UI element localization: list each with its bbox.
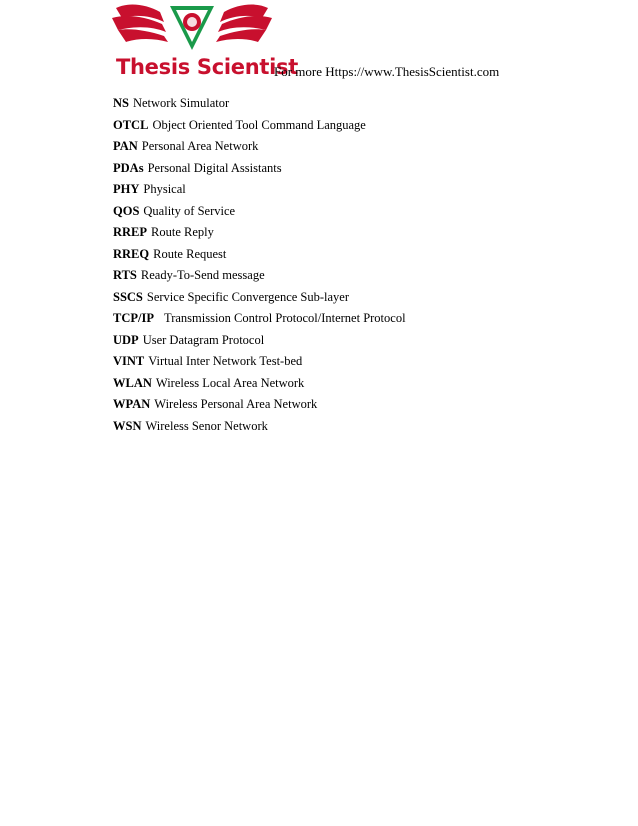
abbreviation-definition: Wireless Personal Area Network [154,397,318,411]
abbreviation-definition: Network Simulator [132,96,230,110]
abbreviations-list [113,93,406,437]
left-wing-icon [112,5,168,42]
abbreviation-row [113,136,406,158]
abbreviation-term: WLAN [113,375,152,390]
abbreviation-definition: Route Reply [151,225,214,239]
abbreviation-row [113,179,406,201]
website-link[interactable]: For more Https://www.ThesisScientist.com [274,64,500,79]
abbreviation-term: SSCS [113,289,143,304]
abbreviation-row [113,115,406,137]
abbreviation-term: PHY [113,182,140,196]
abbreviation-row [113,93,406,115]
abbreviation-definition: Physical [143,182,186,196]
thesis-scientist-logo [108,0,298,82]
abbreviation-row [113,416,406,438]
abbreviation-row [113,330,406,352]
abbreviation-definition: Ready-To-Send message [140,268,265,282]
brand-name: Thesis Scientist [116,55,298,79]
abbreviation-row [113,351,406,373]
abbreviation-term: TCP/IP [113,311,154,325]
abbreviation-definition: Wireless Senor Network [145,418,268,433]
abbreviation-definition: Route Request [153,246,227,261]
abbreviation-term: UDP [113,332,139,347]
abbreviation-term: WSN [113,418,142,433]
abbreviation-term: PDAs [113,160,144,175]
abbreviation-term: NS [113,96,129,110]
abbreviation-definition: Virtual Inter Network Test-bed [148,354,303,368]
abbreviation-term: RTS [113,268,137,282]
abbreviation-term: PAN [113,139,138,153]
right-wing-icon [216,5,272,42]
abbreviation-row [113,394,406,416]
abbreviation-definition: User Datagram Protocol [142,332,265,347]
abbreviation-definition: Personal Area Network [141,139,259,153]
abbreviation-row [113,373,406,395]
abbreviation-definition: Service Specific Convergence Sub-layer [146,289,350,304]
abbreviation-row [113,158,406,180]
abbreviation-definition: Personal Digital Assistants [147,160,282,175]
abbreviation-row [113,244,406,266]
winged-triangle-emblem-icon [108,0,276,60]
abbreviation-row [113,201,406,223]
abbreviation-term: WPAN [113,397,151,411]
abbreviation-definition: Object Oriented Tool Command Language [152,117,366,132]
abbreviation-term: RREQ [113,246,150,261]
abbreviation-term: VINT [113,354,145,368]
abbreviation-row [113,287,406,309]
abbreviation-term: OTCL [113,117,149,132]
abbreviation-row [113,265,406,287]
abbreviation-definition: Wireless Local Area Network [155,375,305,390]
abbreviation-term: QOS [113,203,140,218]
abbreviation-definition: Quality of Service [143,203,236,218]
abbreviation-row [113,222,406,244]
abbreviation-definition: Transmission Control Protocol/Internet Protocol [157,311,406,325]
abbreviation-row [113,308,406,330]
abbreviation-term: RREP [113,225,148,239]
